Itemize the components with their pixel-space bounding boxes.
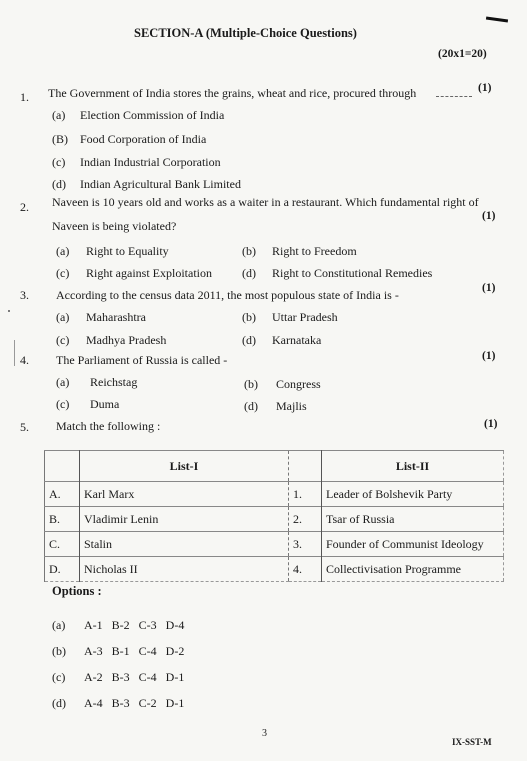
option-label: (a) bbox=[52, 108, 66, 122]
question-marks: (1) bbox=[484, 418, 498, 430]
question-number: 3. bbox=[20, 288, 29, 302]
question-text-continued: Naveen is being violated? bbox=[52, 219, 177, 233]
option-text: Congress bbox=[276, 377, 321, 391]
margin-line bbox=[14, 340, 15, 366]
option-text: Right against Exploitation bbox=[86, 266, 212, 280]
option-label: (d) bbox=[242, 333, 256, 347]
option-text: Right to Equality bbox=[86, 244, 169, 258]
list1-header: List-I bbox=[80, 451, 289, 482]
blank-line bbox=[436, 96, 472, 98]
question-number: 2. bbox=[20, 200, 29, 214]
table-header-row bbox=[45, 451, 504, 482]
option-text: Election Commission of India bbox=[80, 108, 225, 122]
option-label: (d) bbox=[52, 696, 66, 710]
option-label: (c) bbox=[56, 397, 70, 411]
option-text: Karnataka bbox=[272, 333, 322, 347]
table-row bbox=[45, 557, 504, 582]
question-text: Naveen is 10 years old and works as a waiter in a restaurant. Which fundamental right of bbox=[52, 195, 479, 209]
question-text: According to the census data 2011, the most populous state of India is - bbox=[56, 288, 399, 302]
option-label: (b) bbox=[242, 244, 256, 258]
list2-number: 3. bbox=[289, 532, 322, 557]
list2-item: Collectivisation Programme bbox=[322, 557, 504, 582]
question-number: 4. bbox=[20, 353, 29, 367]
list1-item: Stalin bbox=[80, 532, 289, 557]
question-marks: (1) bbox=[482, 282, 496, 294]
option-text: Reichstag bbox=[90, 375, 138, 389]
option-text: A-1 B-2 C-3 D-4 bbox=[84, 618, 185, 632]
option-text: Duma bbox=[90, 397, 120, 411]
list1-item: Karl Marx bbox=[80, 482, 289, 507]
question-marks: (1) bbox=[482, 210, 496, 222]
total-marks: (20x1=20) bbox=[438, 48, 487, 60]
corner-mark bbox=[486, 16, 508, 22]
option-text: Majlis bbox=[276, 399, 307, 413]
option-text: Uttar Pradesh bbox=[272, 310, 338, 324]
option-text: Right to Constitutional Remedies bbox=[272, 266, 433, 280]
list1-letter: C. bbox=[45, 532, 80, 557]
list1-letter: A. bbox=[45, 482, 80, 507]
table-row bbox=[45, 482, 504, 507]
question-number: 1. bbox=[20, 90, 29, 104]
list2-number: 1. bbox=[289, 482, 322, 507]
option-text: A-3 B-1 C-4 D-2 bbox=[84, 644, 185, 658]
option-text: Madhya Pradesh bbox=[86, 333, 167, 347]
option-label: (c) bbox=[56, 266, 70, 280]
list1-item: Vladimir Lenin bbox=[80, 507, 289, 532]
option-text: Right to Freedom bbox=[272, 244, 357, 258]
option-label: (a) bbox=[56, 310, 70, 324]
option-label: (a) bbox=[56, 375, 70, 389]
option-label: (c) bbox=[56, 333, 70, 347]
question-text: The Parliament of Russia is called - bbox=[56, 353, 228, 367]
option-label: (d) bbox=[52, 177, 66, 191]
question-text: Match the following : bbox=[56, 419, 161, 433]
option-label: (a) bbox=[52, 618, 66, 632]
page-number: 3 bbox=[262, 728, 267, 739]
option-label: (d) bbox=[244, 399, 258, 413]
question-marks: (1) bbox=[478, 82, 492, 94]
option-label: (c) bbox=[52, 670, 66, 684]
list2-item: Leader of Bolshevik Party bbox=[322, 482, 504, 507]
list2-number: 4. bbox=[289, 557, 322, 582]
question-number: 5. bbox=[20, 420, 29, 434]
match-table bbox=[44, 450, 504, 582]
table-row bbox=[45, 532, 504, 557]
list2-header: List-II bbox=[322, 451, 504, 482]
option-text: Food Corporation of India bbox=[80, 132, 207, 146]
option-label: (d) bbox=[242, 266, 256, 280]
option-label: (B) bbox=[52, 132, 68, 146]
list2-item: Tsar of Russia bbox=[322, 507, 504, 532]
question-text: The Government of India stores the grains, wheat and rice, procured through bbox=[48, 86, 417, 100]
list1-letter: D. bbox=[45, 557, 80, 582]
option-label: (b) bbox=[244, 377, 258, 391]
option-label: (a) bbox=[56, 244, 70, 258]
option-label: (b) bbox=[242, 310, 256, 324]
paper-code: IX-SST-M bbox=[452, 737, 492, 747]
question-marks: (1) bbox=[482, 350, 496, 362]
option-label: (c) bbox=[52, 155, 66, 169]
list1-letter: B. bbox=[45, 507, 80, 532]
option-text: A-4 B-3 C-2 D-1 bbox=[84, 696, 185, 710]
option-text: A-2 B-3 C-4 D-1 bbox=[84, 670, 185, 684]
list2-item: Founder of Communist Ideology bbox=[322, 532, 504, 557]
list2-number: 2. bbox=[289, 507, 322, 532]
option-label: (b) bbox=[52, 644, 66, 658]
margin-dot bbox=[8, 310, 10, 312]
options-heading: Options : bbox=[52, 584, 102, 598]
option-text: Maharashtra bbox=[86, 310, 146, 324]
option-text: Indian Agricultural Bank Limited bbox=[80, 177, 241, 191]
section-title: SECTION-A (Multiple-Choice Questions) bbox=[134, 26, 357, 40]
list1-item: Nicholas II bbox=[80, 557, 289, 582]
option-text: Indian Industrial Corporation bbox=[80, 155, 221, 169]
table-row bbox=[45, 507, 504, 532]
